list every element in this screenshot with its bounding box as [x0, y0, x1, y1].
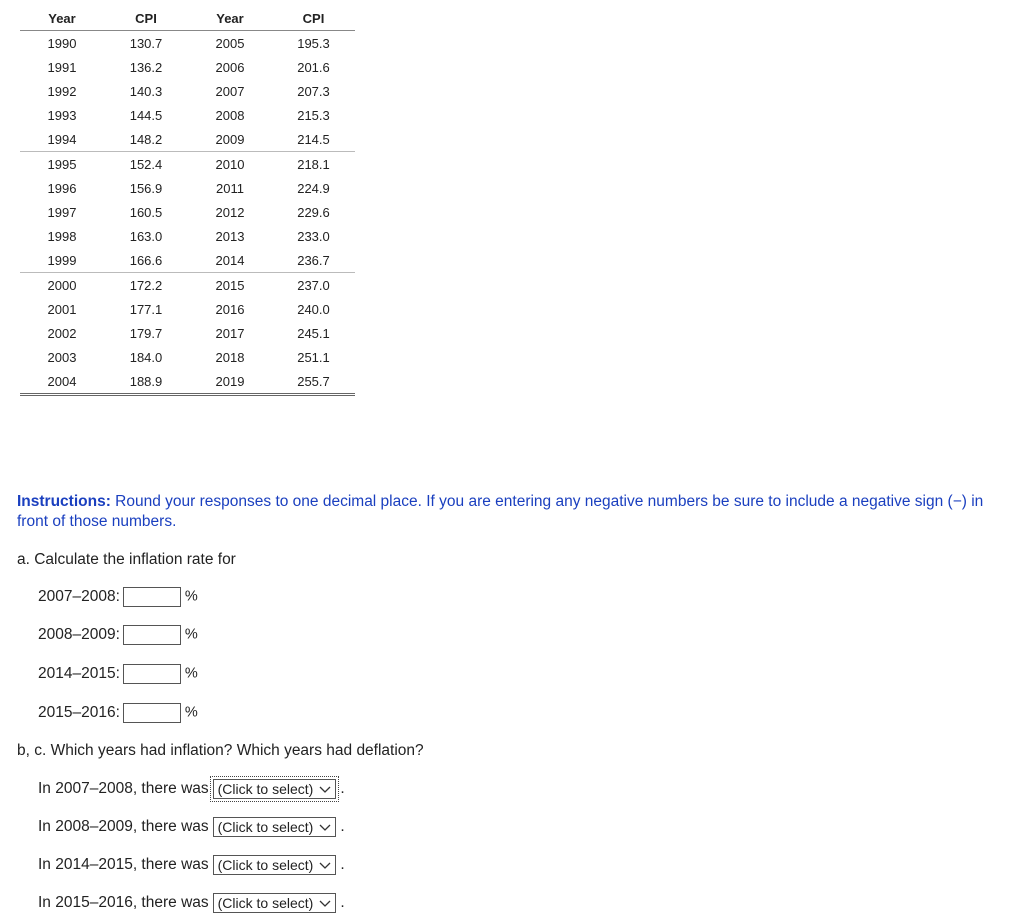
sentence-text: In 2007–2008, there was — [38, 780, 209, 798]
table-cell: 2019 — [188, 369, 272, 395]
table-row — [20, 200, 355, 224]
rate-input-2015-2016[interactable] — [123, 703, 181, 723]
table-cell: 172.2 — [129, 277, 163, 293]
table-cell: 2003 — [47, 349, 77, 365]
table-cell: 1993 — [47, 107, 77, 123]
sentence-end: . — [340, 894, 345, 912]
table-cell: 2015 — [215, 277, 245, 293]
table-cell: 130.7 — [129, 35, 163, 51]
sentence-text: In 2014–2015, there was — [38, 856, 209, 874]
rate-row-2015-2016 — [38, 703, 198, 723]
sentence-end: . — [340, 818, 345, 836]
table-row — [20, 224, 355, 248]
table-row — [20, 103, 355, 127]
table-cell: 2012 — [215, 204, 245, 220]
table-cell: 214.5 — [272, 127, 355, 152]
table-header-row — [20, 6, 355, 31]
table-cell: 236.7 — [272, 248, 355, 273]
inflation-select-2014-2015[interactable] — [213, 855, 337, 875]
percent-unit: % — [184, 626, 198, 643]
chevron-down-icon — [319, 859, 331, 871]
table-cell: 207.3 — [297, 83, 330, 99]
inflation-row-2015-2016 — [38, 893, 345, 913]
table-cell: 2002 — [47, 325, 77, 341]
table-cell: 229.6 — [297, 204, 330, 220]
table-cell: 1999 — [20, 248, 104, 273]
table-cell: 188.9 — [104, 369, 188, 395]
select-label: (Click to select) — [217, 818, 314, 835]
col-header-year-2: Year — [188, 6, 272, 31]
table-cell: 2010 — [215, 156, 245, 172]
table-cell: 1995 — [47, 156, 77, 172]
table-cell: 1990 — [47, 35, 77, 51]
table-cell: 2008 — [215, 107, 245, 123]
table-cell: 184.0 — [129, 349, 163, 365]
table-cell: 245.1 — [297, 325, 330, 341]
select-label: (Click to select) — [217, 894, 314, 911]
table-cell: 195.3 — [297, 35, 330, 51]
table-row — [20, 321, 355, 345]
inflation-select-2008-2009[interactable] — [213, 817, 337, 837]
table-cell: 140.3 — [129, 83, 163, 99]
table-cell: 2001 — [47, 301, 77, 317]
table-row — [20, 55, 355, 79]
table-cell: 160.5 — [129, 204, 163, 220]
part-bc-prompt: b, c. Which years had inflation? Which years had deflation? — [17, 742, 424, 759]
table-cell: 144.5 — [129, 107, 163, 123]
inflation-select-2015-2016[interactable] — [213, 893, 337, 913]
table-row — [20, 176, 355, 200]
table-cell: 1998 — [47, 228, 77, 244]
table-cell: 2004 — [20, 369, 104, 395]
select-label: (Click to select) — [217, 780, 314, 797]
instructions-text: Round your responses to one decimal place. If you are entering any negative numbers be sure to include a negative sign (−) in front of those numbers. — [17, 493, 984, 530]
table-cell: 136.2 — [129, 59, 163, 75]
rate-row-2008-2009 — [38, 625, 198, 645]
table-cell: 2006 — [215, 59, 245, 75]
table-cell: 1997 — [47, 204, 77, 220]
chevron-down-icon — [319, 783, 331, 795]
table-cell: 2014 — [188, 248, 272, 273]
table-row — [20, 79, 355, 103]
table-cell: 2000 — [47, 277, 77, 293]
table-cell: 2011 — [216, 180, 244, 196]
table-cell: 163.0 — [129, 228, 163, 244]
rate-input-2014-2015[interactable] — [123, 664, 181, 684]
inflation-row-2014-2015 — [38, 855, 345, 875]
table-cell: 224.9 — [297, 180, 330, 196]
table-row — [20, 345, 355, 369]
table-cell: 152.4 — [129, 156, 163, 172]
table-cell: 2013 — [215, 228, 245, 244]
table-cell: 1992 — [47, 83, 77, 99]
table-cell: 2007 — [215, 83, 245, 99]
col-header-cpi-2: CPI — [272, 6, 355, 31]
part-a-prompt: a. Calculate the inflation rate for — [17, 551, 236, 568]
col-header-year-1: Year — [20, 6, 104, 31]
rate-row-2014-2015 — [38, 664, 198, 684]
percent-unit: % — [184, 588, 198, 605]
rate-label: 2008–2009: — [38, 626, 120, 644]
rate-input-2008-2009[interactable] — [123, 625, 181, 645]
inflation-select-2007-2008[interactable] — [213, 779, 337, 799]
table-row — [20, 152, 355, 177]
table-row — [20, 248, 355, 273]
table-cell: 156.9 — [129, 180, 163, 196]
inflation-row-2008-2009 — [38, 817, 345, 837]
table-cell: 1991 — [47, 59, 77, 75]
percent-unit: % — [184, 665, 198, 682]
table-cell: 237.0 — [297, 277, 330, 293]
instructions — [17, 492, 1017, 532]
percent-unit: % — [184, 704, 198, 721]
rate-input-2007-2008[interactable] — [123, 587, 181, 607]
inflation-row-2007-2008 — [38, 779, 345, 799]
table-cell: 2016 — [215, 301, 245, 317]
rate-row-2007-2008 — [38, 587, 198, 607]
table-cell: 215.3 — [297, 107, 330, 123]
table-cell: 251.1 — [297, 349, 330, 365]
select-label: (Click to select) — [217, 856, 314, 873]
table-cell: 255.7 — [272, 369, 355, 395]
table-cell: 218.1 — [297, 156, 330, 172]
table-cell: 2009 — [188, 127, 272, 152]
table-row — [20, 31, 355, 56]
chevron-down-icon — [319, 821, 331, 833]
table-cell: 179.7 — [129, 325, 163, 341]
rate-label: 2007–2008: — [38, 588, 120, 606]
table-cell: 1996 — [47, 180, 77, 196]
rate-label: 2015–2016: — [38, 704, 120, 722]
table-cell: 2005 — [215, 35, 245, 51]
table-cell: 233.0 — [297, 228, 330, 244]
table-row — [20, 297, 355, 321]
cpi-table — [20, 6, 355, 396]
sentence-text: In 2015–2016, there was — [38, 894, 209, 912]
table-cell: 1994 — [20, 127, 104, 152]
table-cell: 240.0 — [297, 301, 330, 317]
sentence-end: . — [340, 856, 345, 874]
rate-label: 2014–2015: — [38, 665, 120, 683]
table-row — [20, 273, 355, 298]
table-row — [20, 127, 355, 152]
table-cell: 166.6 — [104, 248, 188, 273]
chevron-down-icon — [319, 897, 331, 909]
table-cell: 2018 — [215, 349, 245, 365]
table-cell: 201.6 — [297, 59, 330, 75]
instructions-label: Instructions: — [17, 493, 111, 510]
table-cell: 2017 — [215, 325, 245, 341]
table-cell: 177.1 — [129, 301, 163, 317]
table-row — [20, 369, 355, 395]
col-header-cpi-1: CPI — [104, 6, 188, 31]
sentence-end: . — [340, 780, 345, 798]
table-cell: 148.2 — [104, 127, 188, 152]
sentence-text: In 2008–2009, there was — [38, 818, 209, 836]
